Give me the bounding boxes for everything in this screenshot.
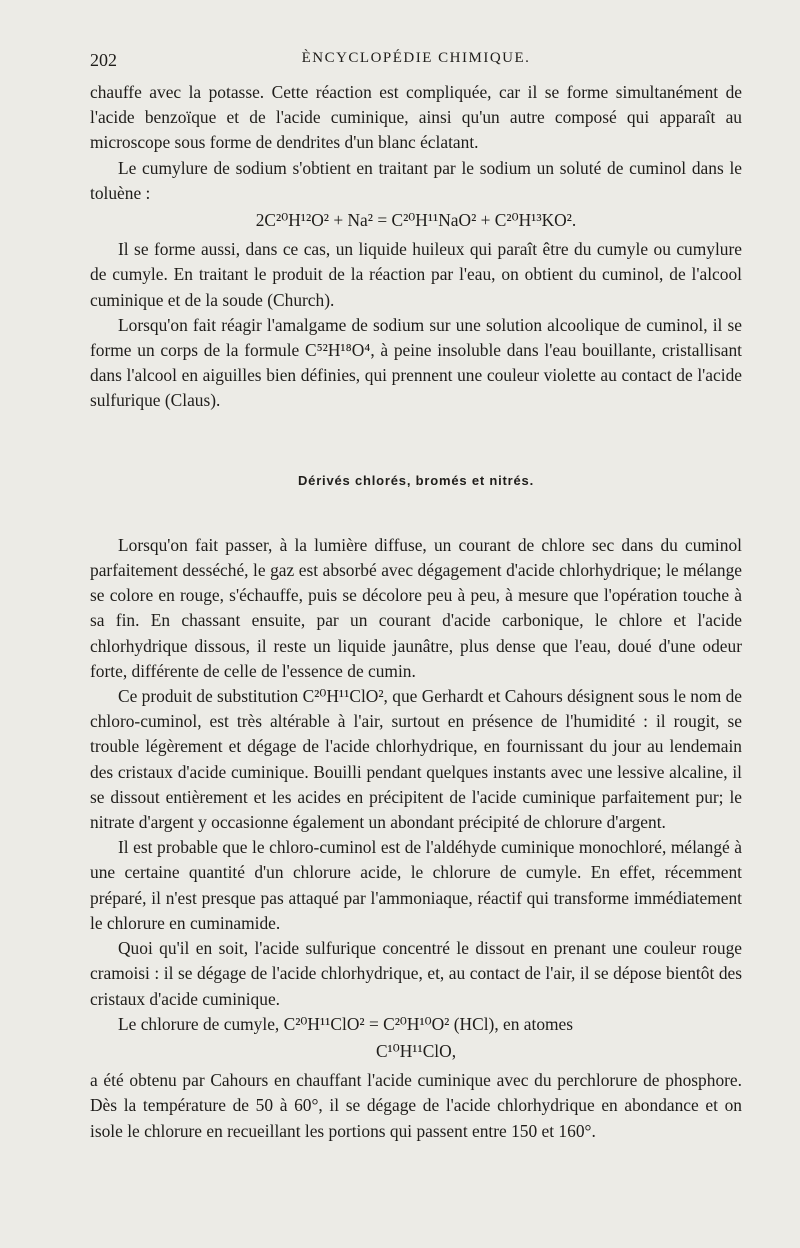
paragraph: Lorsqu'on fait réagir l'amalgame de sodium sur une solution alcoolique de cuminol, il se forme un corps de la formule C⁵²H¹⁸O⁴, à peine insoluble dans l'eau bouillante, cristallisant dans l'alcool en aiguilles bien définies, qui prennent une couleur violette au contact de l'acide sulfurique (Claus). [90,314,742,411]
section-heading: Dérivés chlorés, bromés et nitrés. [297,472,534,488]
page-header [90,50,742,74]
page-number: 202 [90,50,117,70]
paragraph: Lorsqu'on fait passer, à la lumière diffuse, un courant de chlore sec dans du cuminol parfaitement desséché, le gaz est absorbé avec dégagement d'acide chlorhydrique; le mélange se colore en rouge, s'échauffe, puis se décolore peu à peu, à mesure que l'opération touche à sa fin. En chassant ensuite, par un courant d'acide carbonique, le chlore et l'acide chlorhydrique dissous, il reste un liquide jaunâtre, plus dense que l'eau, doué d'une odeur forte, différente de celle de l'essence de cumin. [90,534,742,681]
paragraph: Quoi qu'il en soit, l'acide sulfurique concentré le dissout en prenant une couleur rouge cramoisi : il se dégage de l'acide chlorhydrique, et, au contact de l'air, il se dépose bientôt des cristaux d'acide cuminique. [90,938,742,1009]
paragraph: chauffe avec la potasse. Cette réaction est compliquée, car il se forme simultanément de l'acide benzoïque et de l'acide cuminique, ainsi qu'un autre composé qui apparaît au microscope sous forme de dendrites d'un blanc éclatant. [90,82,742,153]
chemical-equation: 2C²⁰H¹²O² + Na² = C²⁰H¹¹NaO² + C²⁰H¹³KO². [255,210,577,231]
paragraph: Le chlorure de cumyle, C²⁰H¹¹ClO² = C²⁰H¹⁰O² (HCl), en atomes [118,1013,574,1034]
paragraph: Il se forme aussi, dans ce cas, un liquide huileux qui paraît être du cumyle ou cumylure de cumyle. En traitant le produit de la réaction par l'eau, on obtient du cuminol, de l'alcool cuminique et de la soude (Church). [90,239,742,310]
chemical-formula: C¹⁰H¹¹ClO, [375,1040,457,1061]
running-title: ÈNCYCLOPÉDIE CHIMIQUE. [301,50,531,66]
page-body [90,80,742,1144]
paragraph: a été obtenu par Cahours en chauffant l'acide cuminique avec du perchlorure de phosphore. Dès la température de 50 à 60°, il se dégage de l'acide chlorhydrique en abondance et on isole le chlorure en recueillant les portions qui passent entre 150 et 160°. [90,1070,742,1141]
paragraph: Ce produit de substitution C²⁰H¹¹ClO², que Gerhardt et Cahours désignent sous le nom de chloro-cuminol, est très altérable à l'air, surtout en présence de l'humidité : il rougit, se trouble légèrement et dégage de l'acide chlorhydrique, en fournissant du jour au lendemain des cristaux d'acide cuminique. Bouilli pendant quelques instants avec une lessive alcaline, il se dissout entièrement et les acides en précipitent de l'acide cuminique parfaitement pur; le nitrate d'argent y occasionne également un abondant précipité de chlorure d'argent. [90,686,742,833]
paragraph: Il est probable que le chloro-cuminol est de l'aldéhyde cuminique monochloré, mélangé à une certaine quantité d'un chlorure acide, le chlorure de cumyle. En effet, récemment préparé, il n'est presque pas attaqué par l'ammoniaque, réactif qui transforme immédiatement le chlorure en cuminamide. [90,837,742,933]
paragraph: Le cumylure de sodium s'obtient en traitant par le sodium un soluté de cuminol dans le toluène : [90,157,742,203]
